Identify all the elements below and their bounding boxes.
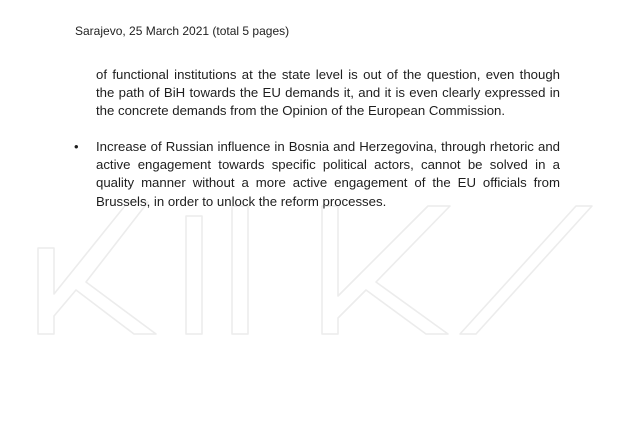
document-header: Sarajevo, 25 March 2021 (total 5 pages) xyxy=(75,24,290,38)
bullet-paragraph-text: Increase of Russian influence in Bosnia and Herzegovina, through rhetoric and active engagement towards specific political actors, cannot be solved in a quality manner without a more active engagement of the EU officials from Brussels, in order to unlock the reform processes. xyxy=(96,139,560,209)
paragraph-text: of functional institutions at the state level is out of the question, even though the path of BiH towards the EU demands it, and it is even clearly expressed in the concrete demands from the Opinion of the European Commission. xyxy=(96,67,560,119)
bullet-point: • xyxy=(74,139,79,154)
